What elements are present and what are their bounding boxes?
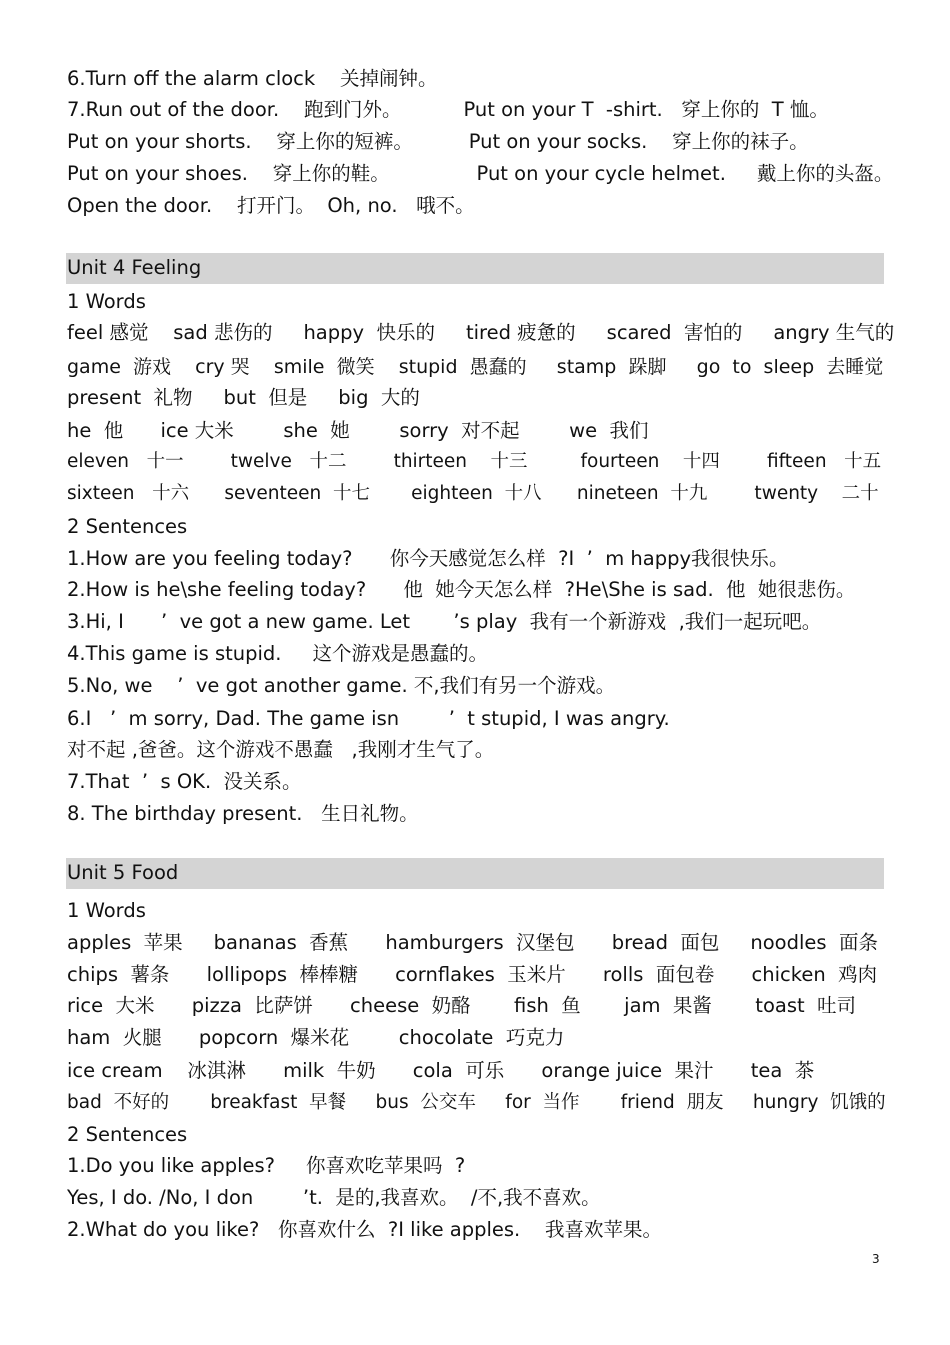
word-line: bad 不好的 breakfast 早餐 bus 公交车 for 当作 friend 朋友 hungry 饥饿的 (67, 1092, 886, 1113)
sentence-line: 3.Hi, I ’ ve got a new game. Let ’s play 我有一个新游戏 ,我们一起玩吧。 (67, 610, 822, 633)
word-line: he 他 ice 大米 she 她 sorry 对不起 we 我们 (67, 419, 649, 442)
text-line: Open the door. 打开门。 Oh, no. 哦不。 (67, 194, 475, 217)
word-line: sixteen 十六 seventeen 十七 eighteen 十八 nineteen 十九 twenty 二十 (67, 483, 879, 504)
sentence-line: 4.This game is stupid. 这个游戏是愚蠢的。 (67, 642, 488, 665)
section-heading: 2 Sentences (67, 515, 188, 538)
sentence-line: 5.No, we ’ ve got another game. 不,我们有另一个游戏。 (67, 674, 616, 697)
word-line: apples 苹果 bananas 香蕉 hamburgers 汉堡包 bread 面包 noodles 面条 (67, 931, 878, 954)
section-heading: 1 Words (67, 290, 146, 313)
sentence-line: 1.Do you like apples? 你喜欢吃苹果吗 ? (67, 1154, 466, 1177)
word-line: present 礼物 but 但是 big 大的 (67, 386, 420, 409)
unit-4-header (66, 253, 884, 284)
sentence-line: 6.I ’ m sorry, Dad. The game isn ’ t stupid, I was angry. (67, 707, 670, 730)
sentence-line: Yes, I do. /No, I don ’t. 是的,我喜欢。 /不,我不喜欢。 (67, 1186, 601, 1209)
text-line: 6.Turn off the alarm clock 关掉闹钟。 (67, 67, 438, 90)
word-line: rice 大米 pizza 比萨饼 cheese 奶酪 fish 鱼 jam 果酱 toast 吐司 (67, 994, 857, 1017)
sentence-line: 2.How is he\she feeling today? 他 她今天怎么样 ?He\She is sad. 他 她很悲伤。 (67, 578, 856, 601)
text-line: Put on your shorts. 穿上你的短裤。 Put on your socks. 穿上你的袜子。 (67, 130, 809, 153)
text-line: 7.Run out of the door. 跑到门外。 Put on your T -shirt. 穿上你的 T 恤。 (67, 98, 829, 121)
word-line: ice cream 冰淇淋 milk 牛奶 cola 可乐 orange juice 果汁 tea 茶 (67, 1059, 815, 1082)
text-line: Put on your shoes. 穿上你的鞋。 Put on your cycle helmet. 戴上你的头盔。 (67, 162, 894, 185)
sentence-line: 对不起 ,爸爸。这个游戏不愚蠢 ,我刚才生气了。 (67, 738, 495, 761)
section-heading: 1 Words (67, 899, 146, 922)
unit-5-title: Unit 5 Food (67, 861, 179, 884)
page-number: 3 (872, 1252, 880, 1266)
sentence-line: 1.How are you feeling today? 你今天感觉怎么样 ?I ’ m happy我很快乐。 (67, 547, 789, 570)
word-line: game 游戏 cry 哭 smile 微笑 stupid 愚蠢的 stamp 跺脚 go to sleep 去睡觉 (67, 356, 884, 378)
word-line: eleven 十一 twelve 十二 thirteen 十三 fourteen 十四 fifteen 十五 (67, 451, 882, 472)
section-heading: 2 Sentences (67, 1123, 188, 1146)
word-line: ham 火腿 popcorn 爆米花 chocolate 巧克力 (67, 1026, 565, 1049)
word-line: feel 感觉 sad 悲伤的 happy 快乐的 tired 疲惫的 scared 害怕的 angry 生气的 (67, 321, 895, 344)
word-line: chips 薯条 lollipops 棒棒糖 cornflakes 玉米片 rolls 面包卷 chicken 鸡肉 (67, 963, 878, 986)
sentence-line: 2.What do you like? 你喜欢什么 ?I like apples. 我喜欢苹果。 (67, 1218, 663, 1241)
sentence-line: 8. The birthday present. 生日礼物。 (67, 802, 419, 825)
sentence-line: 7.That ’ s OK. 没关系。 (67, 770, 302, 793)
unit-5-header (66, 858, 884, 889)
unit-4-title: Unit 4 Feeling (67, 256, 202, 279)
